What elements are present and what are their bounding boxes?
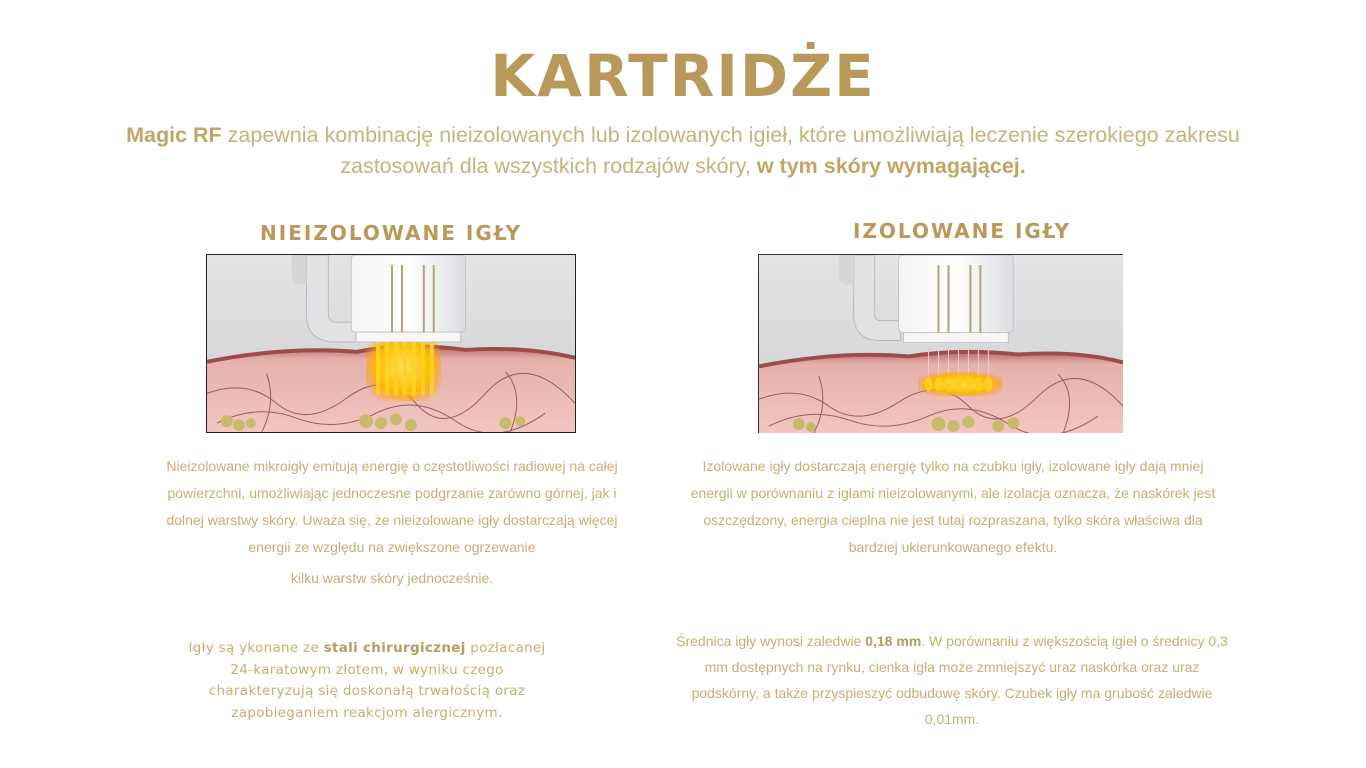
- non-insulated-needles-illustration: [206, 254, 576, 433]
- material-text-2: pozłacanej 24-karatowym złotem, w wyniku czego charakteryzują się doskonałą trwałością oraz zapobieganiem reakcjom alergicznym.: [208, 640, 546, 721]
- material-bold: stali chirurgicznej: [323, 640, 466, 656]
- heading-non-insulated: NIEIZOLOWANE IGŁY: [260, 221, 522, 245]
- diameter-text-2: . W porównaniu z większością igieł o średnicy 0,3 mm dostępnych na rynku, cienka igła może zmniejszyć uraz naskórka oraz uraz podskórny, a także przyspieszyć odbudowę skóry. Czubek igły ma grubość zaledwie 0,01mm.: [691, 633, 1228, 727]
- needle-cartridge-illustration-icon: [207, 255, 575, 432]
- diameter-bold: 0,18 mm: [865, 633, 922, 649]
- non-insulated-description-text: Nieizolowane mikroigły emitują energię o częstotliwości radiowej na całej powierzchni, umożliwiając jednoczesne podgrzanie zarówno górnej, jak i dolnej warstwy skóry. Uważa się, że nieizolowane igły dostarczają więcej energii ze względu na zwiększone ogrzewanie: [166, 458, 618, 555]
- needle-cartridge-illustration-icon: [759, 255, 1123, 433]
- intro-emphasis: w tym skóry wymagającej.: [756, 154, 1026, 178]
- page-title: KARTRIDŻE: [490, 42, 876, 110]
- non-insulated-description: [150, 453, 634, 592]
- non-insulated-description-end: kilku warstw skóry jednocześnie.: [290, 570, 494, 586]
- intro-paragraph: [110, 120, 1256, 182]
- heading-insulated: IZOLOWANE IGŁY: [852, 219, 1072, 243]
- insulated-needles-illustration: [758, 254, 1123, 433]
- intro-text: zapewnia kombinację nieizolowanych lub izolowanych igieł, które umożliwiają leczenie szerokiego zakresu zastosowań dla wszystkich rodzajów skóry,: [221, 123, 1240, 178]
- material-text-1: Igły są ykonane ze: [188, 640, 324, 656]
- intro-brand: Magic RF: [126, 123, 222, 147]
- diameter-text-1: Średnica igły wynosi zaledwie: [676, 633, 866, 649]
- diameter-paragraph: [676, 628, 1228, 732]
- insulated-description: Izolowane igły dostarczają energię tylko na czubku igły, izolowane igły dają mniej energii w porównaniu z igłami nieizolowanymi, ale izolacja oznacza, że naskórek jest oszczędzony, energia cieplna nie jest tutaj rozpraszana, tylko skóra właściwa dla bardziej ukierunkowanego efektu.: [690, 458, 1216, 555]
- material-paragraph: [178, 638, 556, 724]
